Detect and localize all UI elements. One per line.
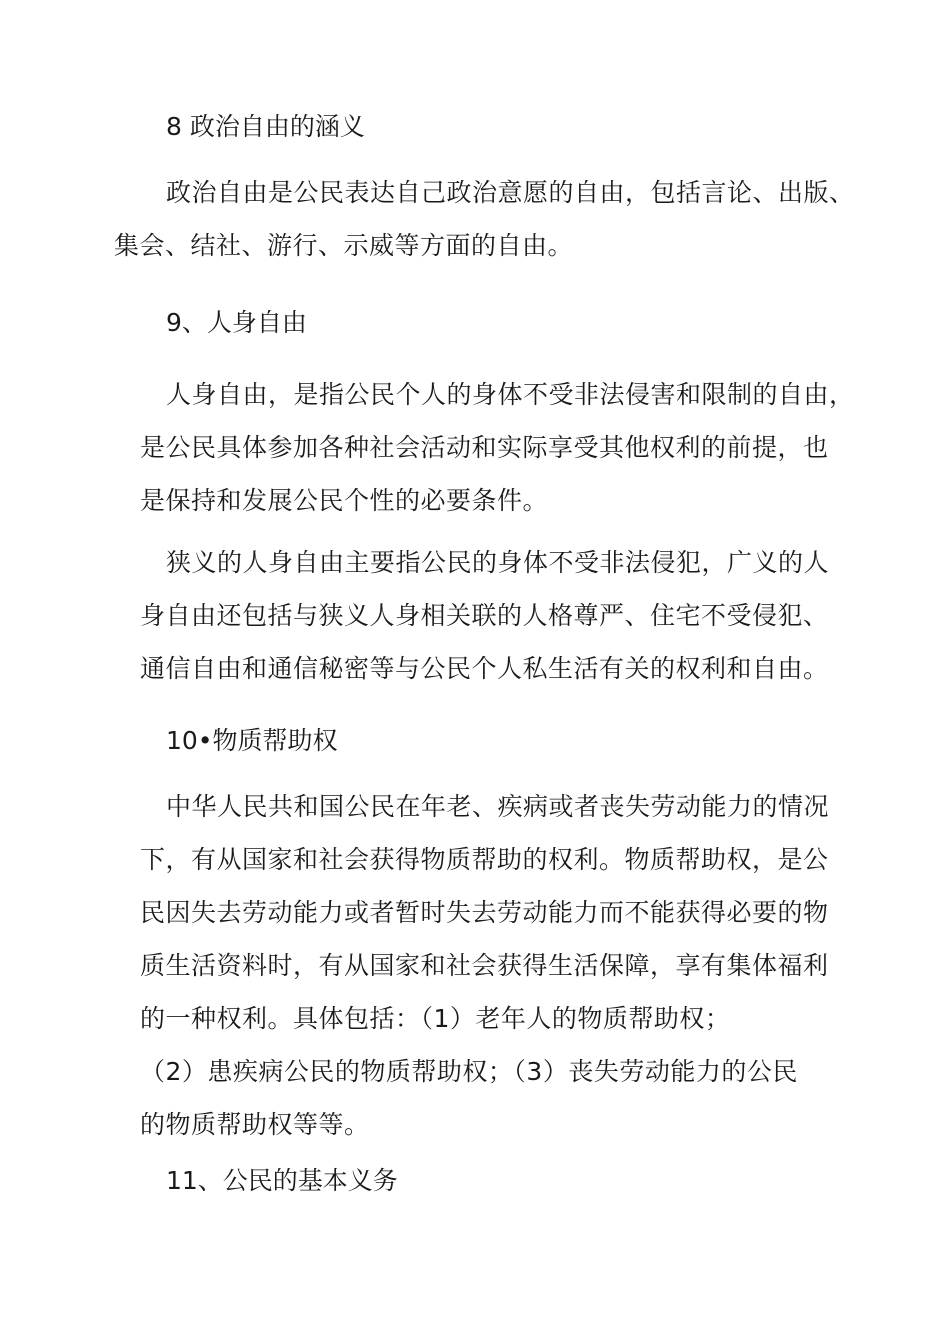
section-heading-8: 8 政治自由的涵义 bbox=[166, 112, 365, 141]
text-line: （2）患疾病公民的物质帮助权；（3）丧失劳动能力的公民 bbox=[140, 1057, 798, 1086]
text-line: 民因失去劳动能力或者暂时失去劳动能力而不能获得必要的物 bbox=[140, 898, 829, 927]
section-heading-10: 10•物质帮助权 bbox=[166, 726, 338, 755]
text-line: 狭义的人身自由主要指公民的身体不受非法侵犯，广义的人 bbox=[166, 548, 830, 577]
text-line: 中华人民共和国公民在年老、疾病或者丧失劳动能力的情况 bbox=[166, 792, 830, 821]
text-line: 通信自由和通信秘密等与公民个人私生活有关的权利和自由。 bbox=[140, 654, 829, 683]
section-heading-11: 11、公民的基本义务 bbox=[166, 1166, 398, 1195]
paragraph-personal-freedom-2 bbox=[140, 536, 830, 695]
text-line: 集会、结社、游行、示威等方面的自由。 bbox=[114, 231, 574, 260]
text-line: 身自由还包括与狭义人身相关联的人格尊严、住宅不受侵犯、 bbox=[140, 601, 829, 630]
paragraph-political-freedom bbox=[114, 166, 855, 272]
paragraph-material-assistance bbox=[140, 780, 830, 1151]
text-line: 人身自由，是指公民个人的身体不受非法侵害和限制的自由， bbox=[166, 380, 855, 409]
text-line: 的一种权利。具体包括：（1）老年人的物质帮助权； bbox=[140, 1004, 731, 1033]
text-line: 政治自由是公民表达自己政治意愿的自由，包括言论、出版、 bbox=[166, 178, 855, 207]
text-line: 是保持和发展公民个性的必要条件。 bbox=[140, 486, 549, 515]
text-line: 是公民具体参加各种社会活动和实际享受其他权利的前提，也 bbox=[140, 433, 829, 462]
text-line: 下，有从国家和社会获得物质帮助的权利。物质帮助权，是公 bbox=[140, 845, 829, 874]
section-heading-9: 9、人身自由 bbox=[166, 308, 307, 337]
paragraph-personal-freedom-1 bbox=[140, 368, 855, 527]
text-line: 的物质帮助权等等。 bbox=[140, 1110, 370, 1139]
text-line: 质生活资料时，有从国家和社会获得生活保障，享有集体福利 bbox=[140, 951, 829, 980]
